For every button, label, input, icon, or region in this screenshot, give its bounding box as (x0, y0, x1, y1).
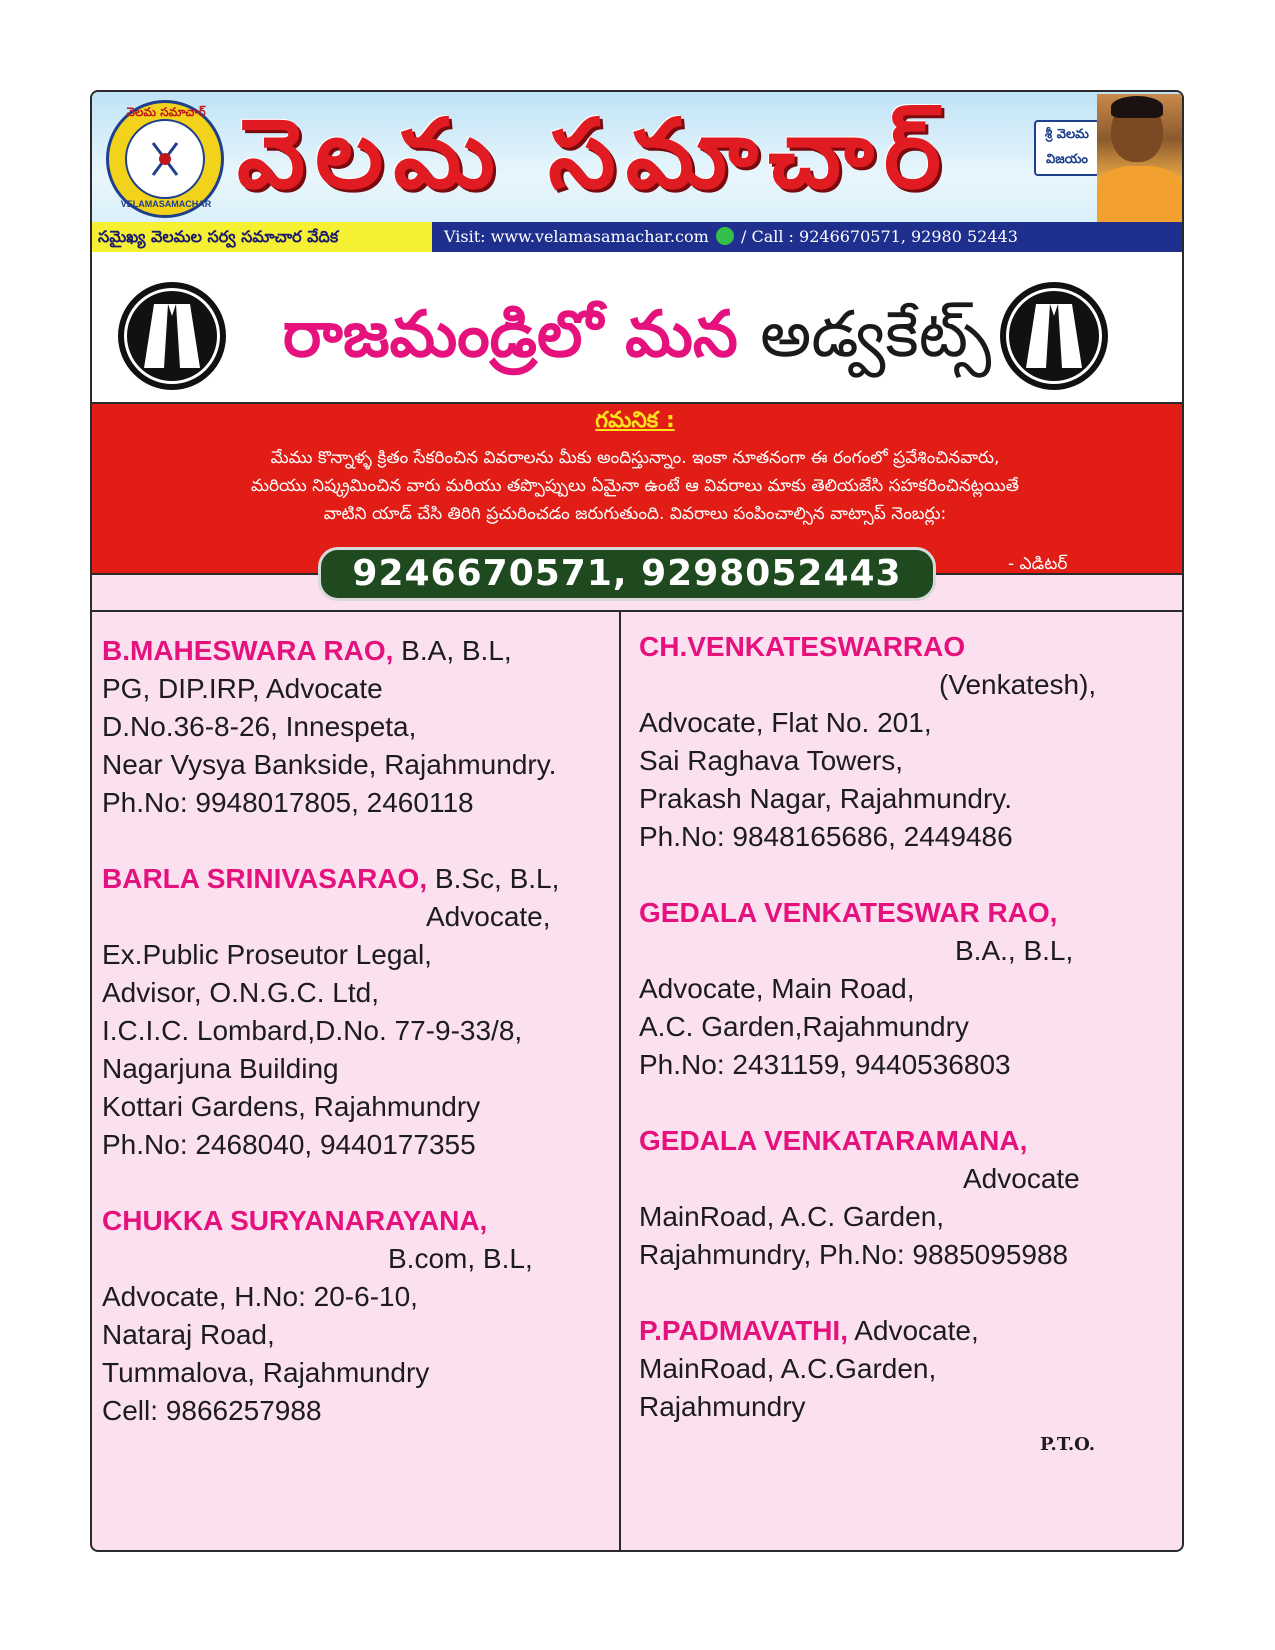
website-link[interactable]: Visit: www.velamasamachar.com (444, 227, 709, 246)
advocate-entry (639, 894, 1073, 1084)
advocate-name: B.MAHESWARA RAO, (102, 635, 394, 666)
editor-photo (1097, 94, 1182, 222)
advocate-entry (102, 1202, 533, 1430)
advocate-detail: Advocate, (426, 901, 551, 932)
advocate-detail: Advocate, (847, 1315, 979, 1346)
advocate-address: Kottari Gardens, Rajahmundry (102, 1091, 481, 1122)
gown-shape-icon (140, 302, 204, 370)
advocate-phone: Ph.No: 9848165686, 2449486 (639, 821, 1013, 852)
masthead-banner (92, 92, 1182, 232)
advocate-name: GEDALA VENKATESWAR RAO, (639, 897, 1058, 928)
advocate-qualification: B.A, B.L, (393, 635, 512, 666)
advocate-phone: Ph.No: 9948017805, 2460118 (102, 787, 474, 818)
advocate-entry (102, 860, 559, 1164)
gown-shape-icon (1022, 302, 1086, 370)
advocate-address: Prakash Nagar, Rajahmundry. (639, 783, 1012, 814)
advocate-address: Advocate, H.No: 20-6-10, (102, 1281, 418, 1312)
call-numbers: / Call : 9246670571, 92980 52443 (740, 227, 1018, 246)
masthead-title: వెలమ సమాచార్ (237, 97, 951, 210)
advocate-detail: Advocate (963, 1163, 1080, 1194)
advocate-name: CH.VENKATESWARRAO (639, 631, 966, 662)
notice-line: మరియు నిష్క్రమించిన వారు మరియు తప్పొప్పులు ఏమైనా ఉంటే ఆ వివరాలు మాకు తెలియజేసి సహకరించినట్లయితే (250, 476, 1020, 496)
advocate-address: Advocate, Main Road, (639, 973, 915, 1004)
advocate-address: Sai Raghava Towers, (639, 745, 904, 776)
crossed-swords-icon (149, 139, 181, 179)
column-divider (619, 610, 621, 1552)
contact-bar (432, 222, 1182, 252)
advocate-detail: Ex.Public Proseutor Legal, (102, 939, 432, 970)
advocate-qualification: B.com, B.L, (388, 1243, 533, 1274)
advocate-entry (639, 628, 1096, 856)
notice-text (110, 444, 1160, 528)
advocate-qualification: B.A., B.L, (955, 935, 1074, 966)
advocate-address: MainRoad, A.C.Garden, (639, 1353, 937, 1384)
advocate-address: Near Vysya Bankside, Rajahmundry. (102, 749, 557, 780)
whatsapp-numbers-pill: 9246670571, 9298052443 (318, 547, 936, 601)
advocate-detail: Advisor, O.N.G.C. Ltd, (102, 977, 379, 1008)
advocate-address: Advocate, Flat No. 201, (639, 707, 932, 738)
advocate-address: Rajahmundry (639, 1391, 806, 1422)
advocate-gown-icon-right (1000, 282, 1108, 390)
sri-velama-vijayam-badge: శ్రీ వెలమ విజయం (1034, 120, 1100, 176)
info-strip (92, 222, 1182, 252)
advocate-name: GEDALA VENKATARAMANA, (639, 1125, 1028, 1156)
notice-line: మేము కొన్నాళ్ళ క్రితం సేకరించిన వివరాలను మీకు అందిస్తున్నాం. ఇంకా నూతనంగా ఈ రంగంలో ప్రవేశించినవారు, (270, 448, 1000, 468)
advocate-phone: Ph.No: 2431159, 9440536803 (639, 1049, 1011, 1080)
advocate-address: A.C. Garden,Rajahmundry (639, 1011, 969, 1042)
advocate-entry (639, 1122, 1080, 1274)
advocate-detail: (Venkatesh), (939, 669, 1097, 700)
whatsapp-icon (716, 227, 734, 245)
advocate-address: Rajahmundry, Ph.No: 9885095988 (639, 1239, 1069, 1270)
title-band (92, 252, 1182, 402)
section-divider (92, 610, 1182, 612)
advocate-name: CHUKKA SURYANARAYANA, (102, 1205, 488, 1236)
advocate-qualification: B.Sc, B.L, (427, 863, 560, 894)
notice-box (90, 402, 1184, 594)
advocate-entry (639, 1312, 979, 1426)
advocate-gown-icon-left (118, 282, 226, 390)
advocate-detail: PG, DIP.IRP, Advocate (102, 673, 383, 704)
advocate-address: MainRoad, A.C. Garden, (639, 1201, 945, 1232)
advocate-address: I.C.I.C. Lombard,D.No. 77-9-33/8, (102, 1015, 523, 1046)
logo-text-top: వెలమ సమాచార్ (126, 105, 206, 119)
photo-shirt (1097, 166, 1182, 222)
title-part-advocates: అడ్వకేట్స్ (760, 298, 992, 372)
advocate-name: BARLA SRINIVASARAO, (102, 863, 428, 894)
photo-hair (1111, 96, 1163, 118)
page-turn-over-note: P.T.O. (1040, 1434, 1096, 1455)
advocate-name: P.PADMAVATHI, (639, 1315, 848, 1346)
advocate-address: Nagarjuna Building (102, 1053, 339, 1084)
advocate-address: Nataraj Road, (102, 1319, 275, 1350)
advocate-phone: Ph.No: 2468040, 9440177355 (102, 1129, 476, 1160)
advocate-entry (102, 632, 556, 822)
advocate-address: Tummalova, Rajahmundry (102, 1357, 430, 1388)
advocate-phone: Cell: 9866257988 (102, 1395, 322, 1426)
page-title (242, 290, 1032, 380)
logo-emblem-circle (125, 119, 205, 199)
editor-signoff: - ఎడిటర్ (1008, 554, 1068, 574)
notice-line: వాటిని యాడ్ చేసి తిరిగి ప్రచురించడం జరుగుతుంది. వివరాలు పంపించాల్సిన వాట్సాప్ నెంబర్లు: (323, 504, 947, 524)
logo-text-bottom: VELAMASAMACHAR (120, 199, 212, 209)
tagline: సమైఖ్య వెలమల సర్వ సమాచార వేదిక (92, 222, 432, 252)
page-frame (90, 90, 1184, 1552)
velama-samachar-logo (106, 100, 224, 218)
notice-heading: గమనిక : (595, 408, 675, 433)
title-part-city: రాజమండ్రిలో మన (282, 298, 738, 372)
advocate-address: D.No.36-8-26, Innespeta, (102, 711, 417, 742)
